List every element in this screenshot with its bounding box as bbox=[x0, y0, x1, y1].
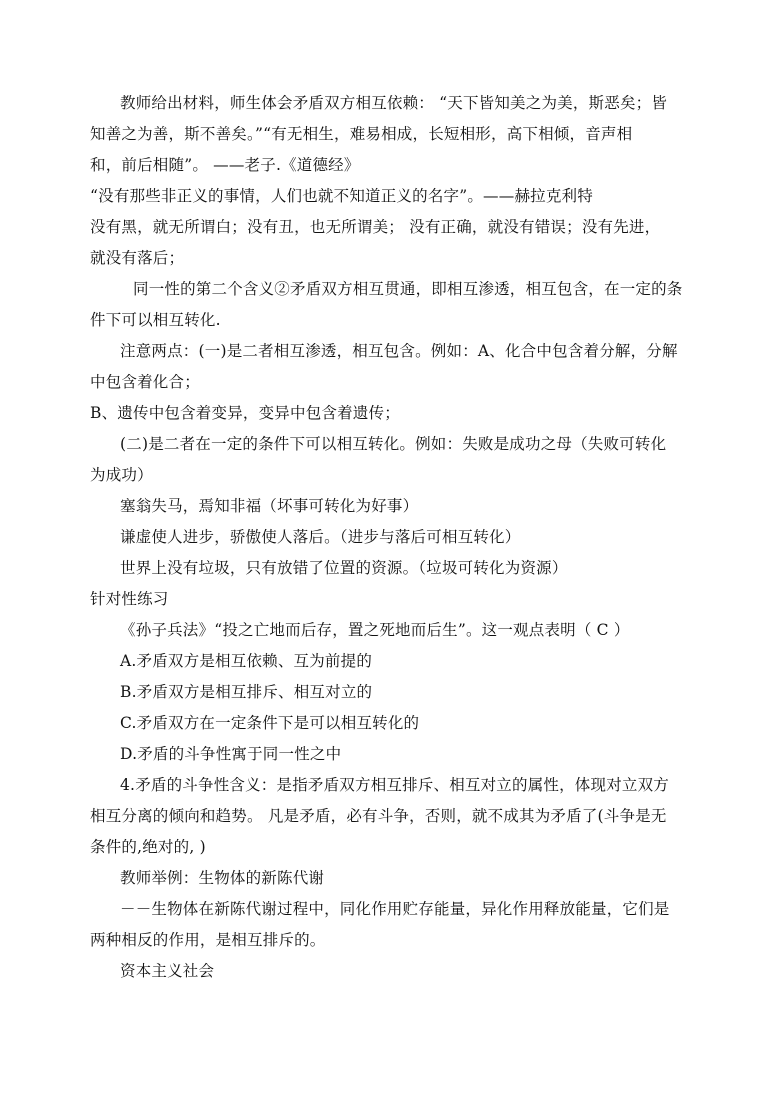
text-line: 塞翁失马，焉知非福（坏事可转化为好事） bbox=[120, 497, 419, 515]
text-line: 就没有落后； bbox=[90, 249, 185, 267]
text-line: 中包含着化合； bbox=[90, 373, 200, 391]
text-line: “没有那些非正义的事情，人们也就不知道正义的名字”。——赫拉克利特 bbox=[90, 187, 593, 205]
text-line: 教师举例：生物体的新陈代谢 bbox=[120, 869, 325, 887]
answer-option-b: B.矛盾双方是相互排斥、相互对立的 bbox=[120, 683, 373, 701]
text-line: B、遗传中包含着变异，变异中包含着遗传； bbox=[90, 404, 400, 422]
text-line: 件下可以相互转化. bbox=[90, 311, 221, 329]
text-line: 4.矛盾的斗争性含义：是指矛盾双方相互排斥、相互对立的属性，体现对立双方 bbox=[120, 776, 669, 794]
text-line: 条件的,绝对的, ) bbox=[90, 838, 206, 856]
answer-option-c: C.矛盾双方在一定条件下是可以相互转化的 bbox=[120, 714, 420, 732]
text-line: 资本主义社会 bbox=[120, 962, 215, 980]
text-line: 注意两点：(一)是二者相互渗透，相互包含。例如：A、化合中包含着分解，分解 bbox=[120, 342, 678, 360]
text-line: 同一性的第二个含义②矛盾双方相互贯通，即相互渗透，相互包含，在一定的条 bbox=[133, 280, 683, 298]
text-line: 和，前后相随”。 ——老子.《道德经》 bbox=[90, 156, 360, 174]
text-line: 谦虚使人进步，骄傲使人落后。（进步与落后可相互转化） bbox=[120, 528, 521, 546]
text-line: 没有黑，就无所谓白；没有丑，也无所谓美； 没有正确，就没有错误；没有先进， bbox=[90, 218, 661, 236]
answer-option-d: D.矛盾的斗争性寓于同一性之中 bbox=[120, 745, 342, 763]
text-line: 知善之为善，斯不善矣。”“有无相生，难易相成，长短相形，高下相倾，音声相 bbox=[90, 125, 633, 143]
answer-option-a: A.矛盾双方是相互依赖、互为前提的 bbox=[120, 652, 373, 670]
text-line: (二)是二者在一定的条件下可以相互转化。例如：失败是成功之母（失败可转化 bbox=[120, 435, 667, 453]
text-line: 相互分离的倾向和趋势。 凡是矛盾，必有斗争，否则，就不成其为矛盾了(斗争是无 bbox=[90, 807, 667, 825]
question-text: 《孙子兵法》“投之亡地而后存，置之死地而后生”。这一观点表明（ C ） bbox=[120, 621, 630, 639]
text-line: 教师给出材料，师生体会矛盾双方相互依赖： “天下皆知美之为美，斯恶矣；皆 bbox=[120, 94, 668, 112]
text-line: 为成功） bbox=[90, 466, 153, 484]
section-heading: 针对性练习 bbox=[90, 590, 169, 608]
text-line: 世界上没有垃圾，只有放错了位置的资源。（垃圾可转化为资源） bbox=[120, 559, 568, 577]
text-line: －－生物体在新陈代谢过程中，同化作用贮存能量，异化作用释放能量，它们是 bbox=[120, 900, 670, 918]
text-line: 两种相反的作用，是相互排斥的。 bbox=[90, 931, 326, 949]
